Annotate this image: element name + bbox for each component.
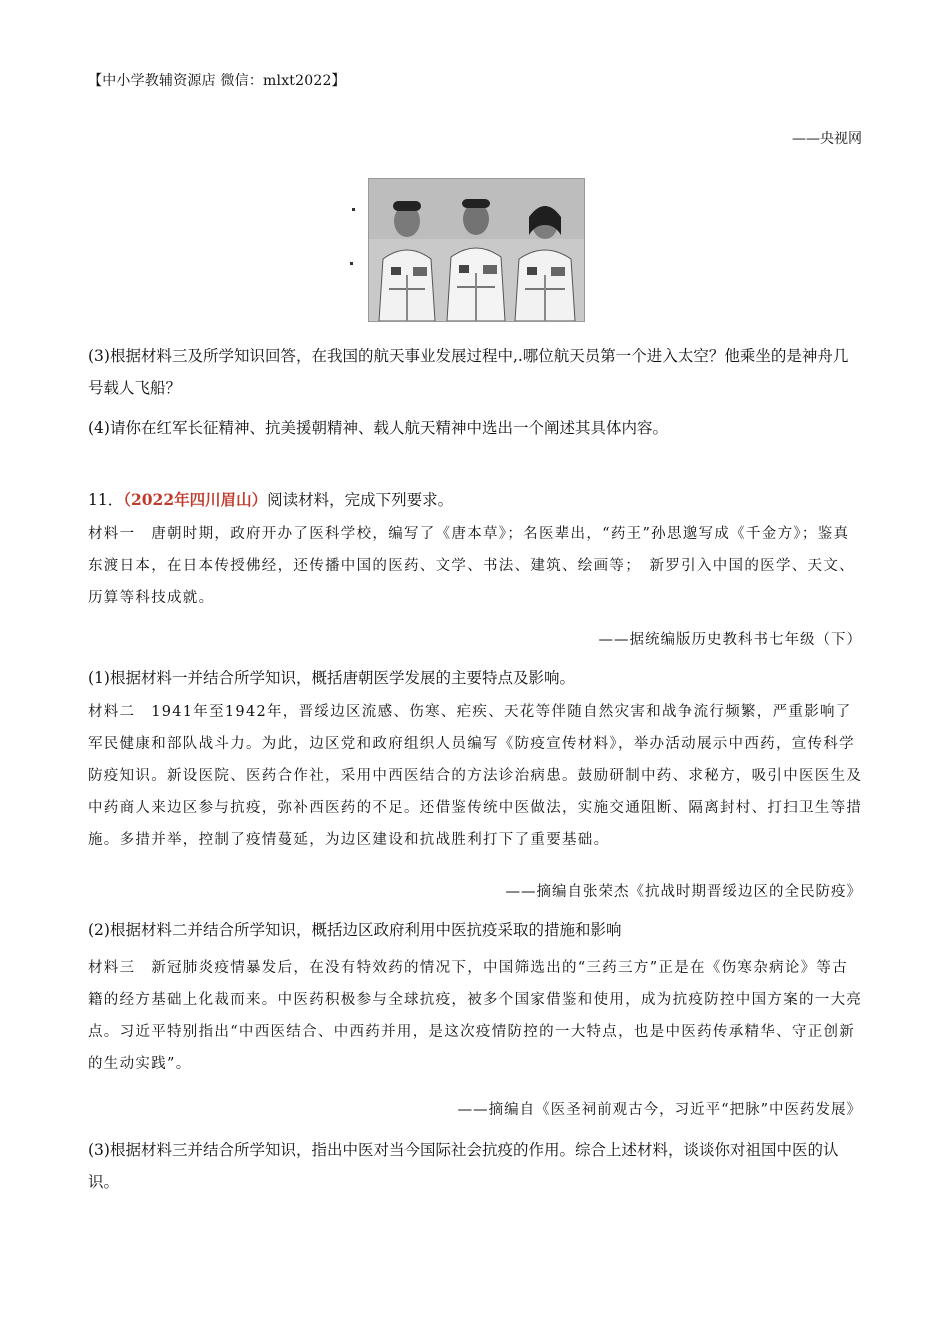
question-stem: 阅读材料，完成下列要求。: [267, 491, 454, 509]
q11-sub2: (2)根据材料二并结合所学知识，概括边区政府利用中医抗疫采取的措施和影响: [88, 921, 622, 939]
material-one-source: ——据统编版历史教科书七年级（下）: [598, 632, 862, 648]
q11-sub3: (3)根据材料三并结合所学知识，指出中医对当今国际社会抗疫的作用。综合上述材料，谈谈你对祖国中医的认识。: [88, 1141, 839, 1191]
q10-sub3: (3)根据材料三及所学知识回答，在我国的航天事业发展过程中,.哪位航天员第一个进入太空？他乘坐的是神舟几号载人飞船？: [88, 347, 849, 397]
q10-sub4: (4)请你在红军长征精神、抗美援朝精神、载人航天精神中选出一个阐述其具体内容。: [88, 419, 668, 437]
source-cctv: ——央视网: [792, 131, 862, 147]
material-one: 材料一 唐朝时期，政府开办了医科学校，编写了《唐本草》；名医辈出，“药王”孙思邈写成《千金方》；鉴真东渡日本，在日本传授佛经，还传播中国的医药、文学、书法、建筑、绘画等； 新罗引入中国的医学、天文、历算等科技成就。: [88, 526, 855, 606]
material-two: 材料二 1941年至1942年，晋绥边区流感、伤寒、疟疾、天花等伴随自然灾害和战争流行频繁，严重影响了军民健康和部队战斗力。为此，边区党和政府组织人员编写《防疫宣传材料》，举办活动展示中西药，宣传科学防疫知识。新设医院、医药合作社，采用中西医结合的方法诊治病患。鼓励研制中药、求秘方，吸引中医医生及中药商人来边区参与抗疫，弥补西医药的不足。还借鉴传统中医做法，实施交通阻断、隔离封村、打扫卫生等措施。多措并举，控制了疫情蔓延，为边区建设和抗战胜利打下了重要基础。: [88, 704, 863, 848]
material-two-source: ——摘编自张荣杰《抗战时期晋绥边区的全民防疫》: [505, 884, 862, 900]
source-tag: （2022年四川眉山）: [123, 490, 268, 509]
question-number: 11．: [88, 491, 124, 509]
astronauts-illustration: [369, 179, 584, 321]
scan-dot: [352, 208, 355, 211]
q11-heading: [88, 484, 863, 516]
q11-sub1: (1)根据材料一并结合所学知识，概括唐朝医学发展的主要特点及影响。: [88, 669, 575, 687]
scan-dot: [350, 262, 353, 265]
watermark-header: 【中小学教辅资源店 微信：mlxt2022】: [88, 73, 346, 89]
astronauts-photo: [368, 178, 585, 322]
material-three-source: ——摘编自《医圣祠前观古今，习近平“把脉”中医药发展》: [457, 1102, 862, 1118]
material-three: 材料三 新冠肺炎疫情暴发后，在没有特效药的情况下，中国筛选出的“三药三方”正是在《伤寒杂病论》等古籍的经方基础上化裁而来。中医药积极参与全球抗疫，被多个国家借鉴和使用，成为抗疫防控中国方案的一大亮点。习近平特别指出“中西医结合、中西药并用，是这次疫情防控的一大特点，也是中医药传承精华、守正创新的生动实践”。: [88, 960, 863, 1072]
